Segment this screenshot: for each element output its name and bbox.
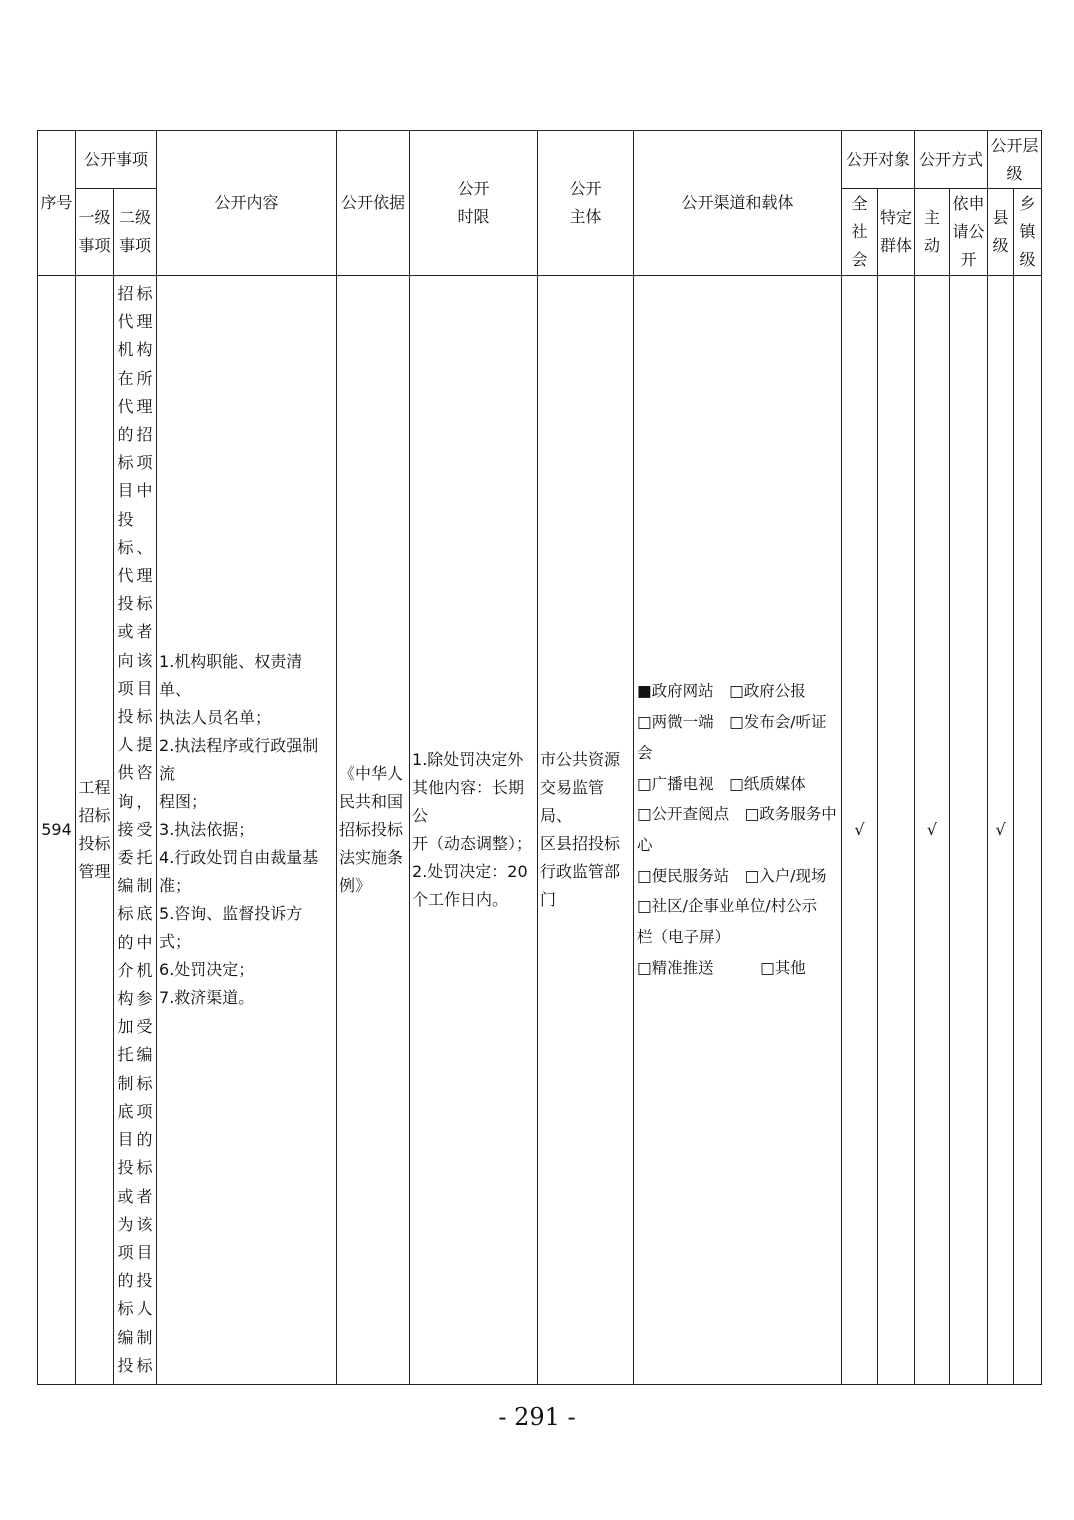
channel-line: □公开查阅点 □政务服务中: [637, 805, 837, 824]
channel-line: □社区/企事业单位/村公示: [637, 897, 818, 916]
row-audience-all: √: [842, 276, 878, 1385]
level2-char: 招: [136, 425, 153, 445]
row-level-county: √: [988, 276, 1014, 1385]
channel-line: 心: [637, 835, 653, 854]
header-items-group: 公开事项: [76, 131, 157, 189]
level2-char: 制: [117, 1073, 134, 1093]
row-method-active: √: [915, 276, 950, 1385]
channel-line: 栏（电子屏）: [637, 928, 731, 947]
level2-char: 托: [136, 848, 153, 868]
header-method-request: 依申 请公 开: [950, 189, 988, 276]
level2-char: 标: [136, 594, 153, 614]
level2-char: 投: [117, 1355, 134, 1375]
level2-char: 构: [136, 340, 153, 360]
level2-char: ，: [136, 791, 153, 811]
level2-char: 构: [117, 989, 134, 1009]
header-method-active: 主 动: [915, 189, 950, 276]
row-method-request: [950, 276, 988, 1385]
channel-line: ■政府网站 □政府公报: [637, 682, 806, 701]
level2-char: 向: [117, 650, 134, 670]
level2-char: 提: [136, 735, 153, 755]
level2-char: 项: [136, 1101, 153, 1121]
header-level-county: 县 级: [988, 189, 1014, 276]
level2-char: 机: [117, 340, 134, 360]
header-content: 公开内容: [157, 131, 337, 276]
channel-line: □便民服务站 □入户/现场: [637, 866, 827, 885]
level2-char: 制: [136, 1327, 153, 1347]
level2-char: 项: [117, 1242, 134, 1262]
level2-char: 理: [136, 396, 153, 416]
row-channels: [634, 276, 842, 1385]
level2-char: 编: [117, 1327, 134, 1347]
level2-char: 加: [117, 1017, 134, 1037]
level2-char: 标: [117, 537, 134, 557]
level2-char: 理: [136, 566, 153, 586]
level2-char: 投: [117, 509, 134, 529]
level2-char: 编: [117, 876, 134, 896]
level2-char: 标: [136, 284, 153, 303]
channel-line: □两微一端 □发布会/听证: [637, 713, 827, 732]
row-seq: 594: [38, 276, 76, 1385]
level2-char: 接: [117, 819, 134, 839]
channel-line: □精准推送 □其他: [637, 958, 806, 977]
row-subject: 市公共资源 交易监管局、 区县招投标 行政监管部 门: [538, 276, 634, 1385]
level2-char: 咨: [136, 763, 153, 783]
level2-char: 人: [136, 1299, 153, 1319]
header-level-group: 公开层 级: [988, 131, 1042, 189]
header-level1: 一级 事项: [76, 189, 114, 276]
level2-char: 托: [117, 1045, 134, 1065]
level2-char: 受: [136, 1017, 153, 1037]
level2-char: 在: [117, 368, 134, 388]
header-level2: 二级 事项: [114, 189, 157, 276]
level2-char: 底: [117, 1101, 134, 1121]
row-time-limit: 1.除处罚决定外 其他内容：长期公 开（动态调整）； 2.处罚决定：20 个工作日内。: [410, 276, 538, 1385]
row-basis: 《中华人 民共和国 招标投标 法实施条 例》: [337, 276, 410, 1385]
table-row: [38, 276, 1042, 1385]
level2-char: 中: [136, 481, 153, 501]
level2-char: 中: [136, 932, 153, 952]
level2-char: 标: [117, 1299, 134, 1319]
level2-char: 人: [117, 735, 134, 755]
header-basis: 公开依据: [337, 131, 410, 276]
header-method-group: 公开方式: [915, 131, 988, 189]
header-subject: 公开 主体: [538, 131, 634, 276]
header-seq: 序号: [38, 131, 76, 276]
level2-char: 该: [136, 650, 153, 670]
level2-char: 的: [117, 932, 134, 952]
level2-char: 标: [136, 1073, 153, 1093]
level2-char: 投: [117, 707, 134, 727]
header-time-limit: 公开 时限: [410, 131, 538, 276]
level2-char: 项: [117, 678, 134, 698]
row-level-town: [1014, 276, 1042, 1385]
level2-char: 投: [117, 1158, 134, 1178]
header-audience-specific: 特定 群体: [878, 189, 915, 276]
page-number: - 291 -: [498, 1403, 576, 1431]
level2-char: 制: [136, 876, 153, 896]
level2-char: 投: [136, 1271, 153, 1291]
level2-char: 标: [117, 453, 134, 473]
level2-char: 投: [117, 594, 134, 614]
level2-char: 或: [117, 1186, 134, 1206]
level2-char: 底: [136, 904, 153, 924]
level2-char: 编: [136, 1045, 153, 1065]
level2-char: 代: [117, 566, 134, 586]
row-content: 1.机构职能、权责清单、 执法人员名单； 2.执法程序或行政强制流 程图； 3.执法依据； 4.行政处罚自由裁量基 准； 5.咨询、监督投诉方式； 6.处罚决定； 7.救济渠道。: [157, 276, 337, 1385]
level2-char: 的: [117, 425, 134, 445]
level2-char: [142, 506, 147, 534]
level2-char: 者: [136, 1186, 153, 1206]
level2-char: 询: [117, 791, 134, 811]
disclosure-table: [37, 130, 1042, 1385]
level2-text-grid: [114, 276, 156, 1384]
header-level-town: 乡 镇 级: [1014, 189, 1042, 276]
level2-char: 受: [136, 819, 153, 839]
channel-line: 会: [637, 743, 653, 762]
level2-char: 标: [117, 904, 134, 924]
level2-char: 机: [136, 960, 153, 980]
level2-char: 目: [136, 678, 153, 698]
level2-char: 标: [136, 707, 153, 727]
header-channels: 公开渠道和载体: [634, 131, 842, 276]
level2-char: 的: [117, 1271, 134, 1291]
level2-char: 代: [117, 312, 134, 332]
row-level2: [114, 276, 157, 1385]
level2-char: 者: [136, 622, 153, 642]
level2-char: 介: [117, 960, 134, 980]
level2-char: 所: [136, 368, 153, 388]
level2-char: 的: [136, 1130, 153, 1150]
level2-char: 目: [136, 1242, 153, 1262]
level2-char: 标: [136, 1355, 153, 1375]
level2-char: 为: [117, 1214, 134, 1234]
level2-char: 项: [136, 453, 153, 473]
channels-list: [636, 676, 839, 983]
header-audience-group: 公开对象: [842, 131, 915, 189]
level2-char: 或: [117, 622, 134, 642]
header-audience-all: 全 社 会: [842, 189, 878, 276]
row-level1: 工程 招标 投标 管理: [76, 276, 114, 1385]
channel-line: □广播电视 □纸质媒体: [637, 774, 806, 793]
level2-char: 供: [117, 763, 134, 783]
level2-char: 代: [117, 396, 134, 416]
level2-char: 委: [117, 848, 134, 868]
level2-char: 、: [136, 537, 153, 557]
level2-char: 招: [117, 284, 134, 303]
level2-char: 目: [117, 1130, 134, 1150]
level2-char: 目: [117, 481, 134, 501]
level2-char: 标: [136, 1158, 153, 1178]
level2-char: 理: [136, 312, 153, 332]
row-audience-specific: [878, 276, 915, 1385]
level2-char: 参: [136, 989, 153, 1009]
level2-char: 该: [136, 1214, 153, 1234]
